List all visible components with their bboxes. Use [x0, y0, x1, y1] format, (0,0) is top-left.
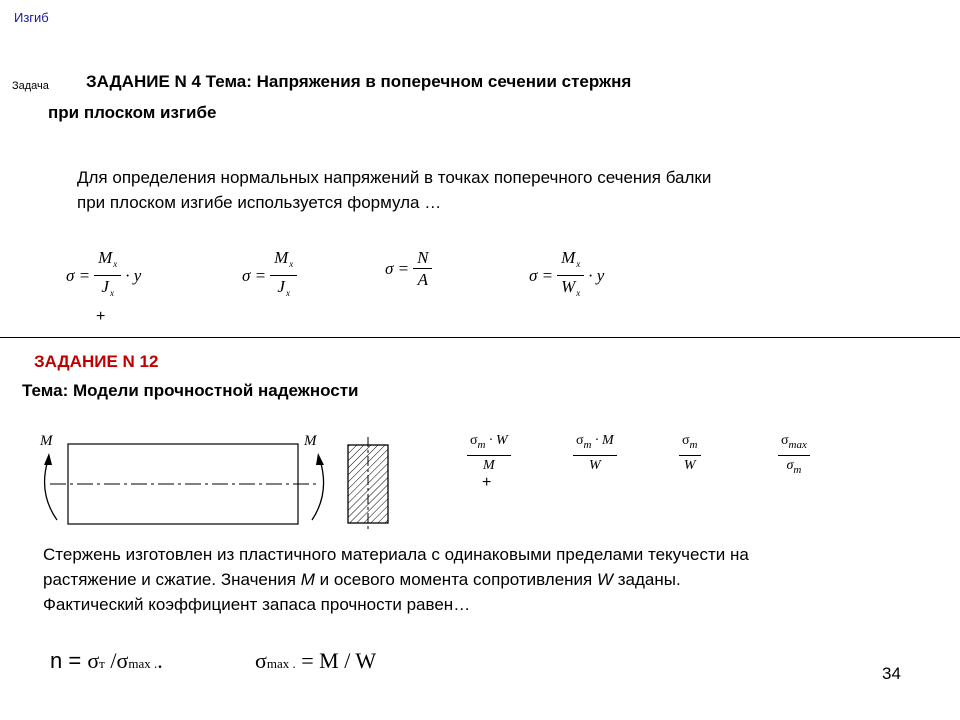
task4-title-cont: при плоском изгибе [48, 103, 217, 122]
task4-option-4[interactable] [529, 248, 604, 303]
task12-option-3[interactable]: $\frac{\sigma_m}{W}$ [679, 432, 701, 475]
task-label: Задача [12, 80, 49, 92]
task4-question [77, 165, 917, 215]
task12-question [43, 542, 943, 617]
moment-label-right: M [304, 433, 317, 449]
lhs: σ = [66, 265, 91, 285]
task4-question-line2: при плоском изгибе используется формула … [77, 193, 442, 212]
fraction: $\frac{M_x}{W_x}$ [557, 248, 584, 303]
task12-correct-mark: + [482, 474, 492, 491]
section-divider [0, 337, 960, 338]
beam-rect [68, 444, 298, 524]
moment-arrow-left [45, 460, 57, 520]
lhs: σ = [242, 265, 267, 285]
task12-option-1[interactable]: $\frac{\sigma_m \cdot W}{M}$ [467, 432, 511, 475]
fraction: $\frac{M_x}{J_x}$ [94, 248, 121, 303]
fraction: $\frac{N}{A}$ [413, 248, 432, 289]
page-number: 34 [882, 664, 901, 683]
arrow-head-left [44, 453, 52, 465]
task12-theme: Тема: Модели прочностной надежности [22, 381, 359, 400]
answer-formula: n = σт /σmax .. [50, 648, 163, 673]
tail: · y [125, 265, 142, 285]
task4-option-3[interactable] [385, 248, 436, 289]
moment-arrow-right [312, 460, 324, 520]
beam-diagram [30, 425, 410, 530]
task4-option-1[interactable] [66, 248, 141, 303]
moment-label-left: M [40, 433, 53, 449]
task12-option-4[interactable]: $\sigma_{max}$ $\sigma_m$ [778, 432, 810, 479]
task4-option-2[interactable] [242, 248, 301, 303]
answer-formula-2: σmax . = M / W [255, 648, 377, 673]
lhs: σ = [529, 265, 554, 285]
task12-question-line1: Стержень изготовлен из пластичного материала с одинаковыми пределами текучести на [43, 545, 749, 564]
topic-label: Изгиб [14, 10, 49, 25]
fraction: $\frac{M_x}{J_x}$ [270, 248, 297, 303]
task4-title: ЗАДАНИЕ N 4 Тема: Напряжения в поперечном сечении стержня [86, 72, 632, 91]
task4-correct-mark: + [96, 308, 106, 325]
task12-question-line3: Фактический коэффициент запаса прочности равен… [43, 595, 471, 614]
lhs: σ = [385, 258, 410, 278]
task12-title: ЗАДАНИЕ N 12 [34, 352, 159, 371]
tail: · y [588, 265, 605, 285]
task12-option-2[interactable]: $\frac{\sigma_m \cdot M}{W}$ [573, 432, 617, 475]
task4-question-line1: Для определения нормальных напряжений в точках поперечного сечения балки [77, 168, 712, 187]
arrow-head-right [316, 453, 324, 465]
task12-question-line2: растяжение и сжатие. Значения М и осевого момента сопротивления W заданы. [43, 570, 681, 589]
